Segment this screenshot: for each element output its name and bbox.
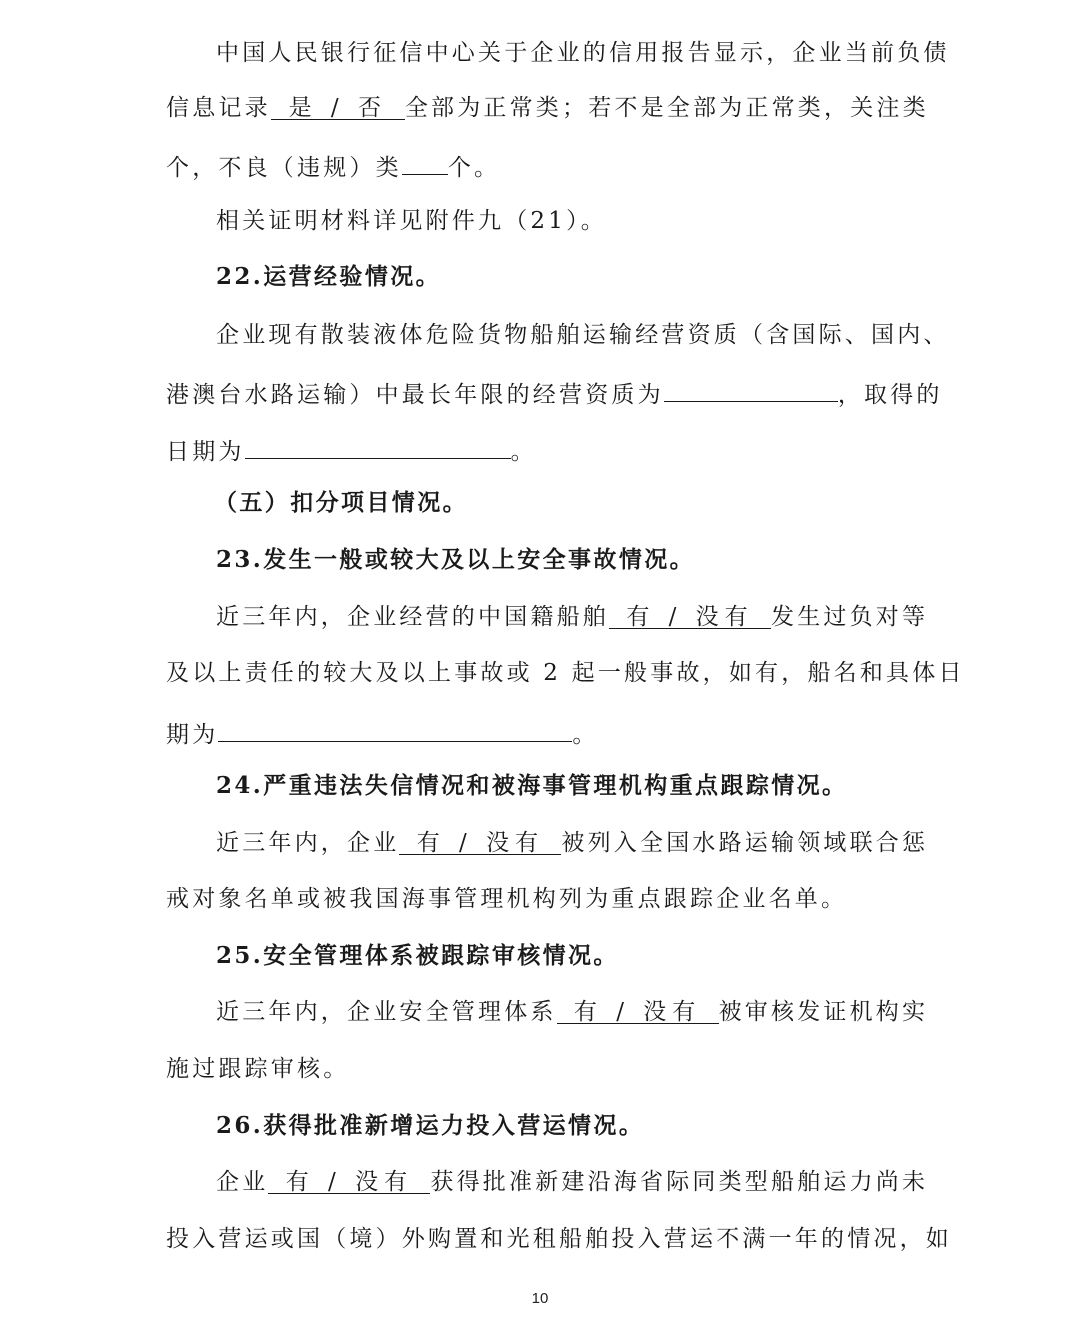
license-blank[interactable] [664,375,838,402]
p23-line-2 [0,658,1080,688]
heading-24 [0,771,1080,801]
section-heading: 22.运营经验情况。 [216,263,442,290]
heading-26 [0,1111,1080,1141]
section-heading: 24.严重违法失信情况和被海事管理机构重点跟踪情况。 [216,772,848,799]
p24-line-1 [0,828,1080,858]
text: 企业 [216,1169,269,1195]
section-heading: 25.安全管理体系被跟踪审核情况。 [216,942,619,969]
p23-line-1 [0,602,1080,632]
text: 近三年内，企业安全管理体系 [216,999,557,1025]
date-blank[interactable] [245,432,511,459]
heading-23 [0,545,1080,575]
text: 发生过负对等 [771,604,929,630]
text: 期为 [166,722,219,748]
text: 近三年内，企业经营的中国籍船舶 [216,604,609,630]
text: ，取得的 [837,382,943,408]
text: 及以上责任的较大及以上事故或 2 起一般事故，如有，船名和具体日 [166,660,965,686]
text: 中国人民银行征信中心关于企业的信用报告显示，企业当前负债 [216,40,950,66]
p24-line-2 [0,884,1080,914]
text: 企业现有散装液体危险货物船舶运输经营资质（含国际、国内、 [216,322,950,348]
p25-line-2 [0,1054,1080,1084]
text: 信息记录 [166,95,271,121]
p23-line-3 [0,715,1080,750]
text: 个，不良（违规）类 [166,155,402,181]
p26-line-1 [0,1167,1080,1197]
text: 获得批准新建沿海省际同类型船舶运力尚未 [430,1169,929,1195]
section-heading: 23.发生一般或较大及以上安全事故情况。 [216,546,696,573]
text: 投入营运或国（境）外购置和光租船舶投入营运不满一年的情况，如 [166,1226,952,1252]
text: 。 [572,722,599,748]
heading-25 [0,941,1080,971]
text: 个。 [447,155,501,181]
ship-date-blank[interactable] [218,715,572,742]
p25-line-1 [0,997,1080,1027]
yes-no-blank[interactable]: 有 / 没有 [557,997,719,1024]
p22-line-3 [0,432,1080,467]
text: 。 [510,439,537,465]
credit-attachment [0,206,1080,236]
section-heading: 26.获得批准新增运力投入营运情况。 [216,1112,645,1139]
heading-5 [0,488,1080,518]
yes-no-blank[interactable]: 是 / 否 [271,93,405,120]
heading-22 [0,262,1080,292]
page-number: 10 [531,1290,549,1307]
p22-line-2 [0,375,1080,410]
credit-line-3 [0,148,1080,183]
count-blank[interactable] [402,148,448,175]
text: 近三年内，企业 [216,830,400,856]
text: 全部为正常类；若不是全部为正常类，关注类 [404,95,929,121]
text: 施过跟踪审核。 [166,1056,350,1082]
p22-line-1 [0,320,1080,350]
text: 日期为 [166,439,245,465]
text: 被列入全国水路运输领域联合惩 [561,830,929,856]
yes-no-blank[interactable]: 有 / 没有 [268,1167,430,1194]
yes-no-blank[interactable]: 有 / 没有 [609,602,771,629]
credit-line-1 [0,38,1080,68]
text: 港澳台水路运输）中最长年限的经营资质为 [166,382,664,408]
credit-line-2 [0,93,1080,123]
p26-line-2 [0,1224,1080,1254]
text: 相关证明材料详见附件九（21）。 [216,208,607,234]
yes-no-blank[interactable]: 有 / 没有 [399,828,561,855]
text: 被审核发证机构实 [718,999,929,1025]
section-heading: （五）扣分项目情况。 [214,489,468,516]
text: 戒对象名单或被我国海事管理机构列为重点跟踪企业名单。 [166,886,848,912]
